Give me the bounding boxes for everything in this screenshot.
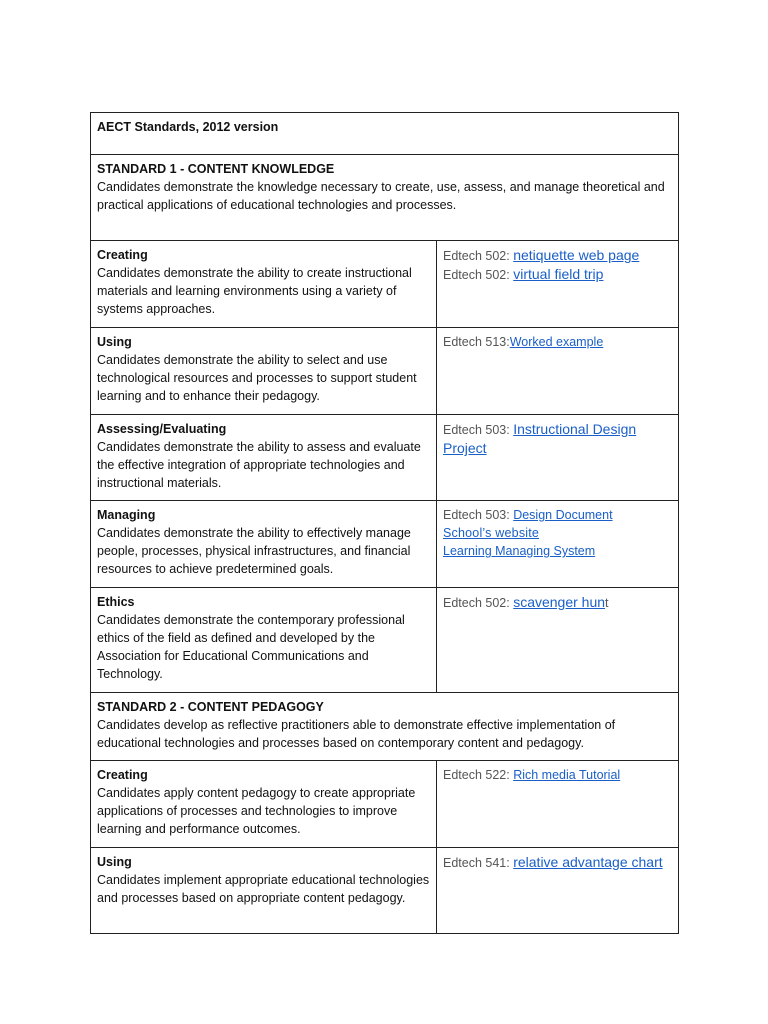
- standard-2-using-row: [91, 848, 679, 934]
- criterion-cell: [91, 415, 437, 501]
- standard-2-description: Candidates develop as reflective practitioners able to demonstrate effective implementation of educational technologies and processes based on contemporary content and pedagogy.: [97, 718, 616, 750]
- link-trailing-text: t: [605, 596, 609, 610]
- evidence-line: [443, 333, 672, 351]
- artifact-link-relative-advantage-chart[interactable]: relative advantage chart: [513, 854, 663, 870]
- criterion-description: Candidates apply content pedagogy to create appropriate applications of processes and technologies to improve learning and performance outcomes.: [97, 786, 416, 836]
- artifact-link-netiquette-web-page[interactable]: netiquette web page: [513, 247, 640, 263]
- criterion-cell: [91, 501, 437, 588]
- criterion-description: Candidates implement appropriate educational technologies and processes based on appropriate content pedagogy.: [97, 873, 430, 905]
- criterion-heading: Using: [97, 855, 132, 869]
- evidence-line: [443, 265, 672, 284]
- standard-1-ethics-row: [91, 588, 679, 693]
- criterion-heading: Using: [97, 335, 132, 349]
- artifact-link-schools-website[interactable]: School’s website: [443, 526, 540, 540]
- evidence-line: [443, 246, 672, 265]
- standard-2-cell: [91, 693, 679, 761]
- course-label: Edtech 502:: [443, 268, 514, 282]
- standard-1-description: Candidates demonstrate the knowledge necessary to create, use, assess, and manage theoretical and practical applications of educational technologies and processes.: [97, 180, 665, 212]
- criterion-description: Candidates demonstrate the ability to effectively manage people, processes, physical infrastructures, and financial resources to achieve predetermined goals.: [97, 526, 411, 576]
- course-label: Edtech 503:: [443, 423, 514, 437]
- course-label: Edtech 541:: [443, 856, 514, 870]
- course-label: Edtech 503:: [443, 508, 514, 522]
- title-row: [91, 113, 679, 155]
- standard-2-heading: STANDARD 2 - CONTENT PEDAGOGY: [97, 700, 324, 714]
- criterion-cell: [91, 848, 437, 934]
- criterion-heading: Ethics: [97, 595, 135, 609]
- criterion-cell: [91, 241, 437, 328]
- evidence-cell: [437, 241, 679, 328]
- criterion-description: Candidates demonstrate the ability to select and use technological resources and processes to support student learning and to enhance their pedagogy.: [97, 353, 417, 403]
- standard-1-heading: STANDARD 1 - CONTENT KNOWLEDGE: [97, 162, 335, 176]
- criterion-description: Candidates demonstrate the ability to create instructional materials and learning environments using a variety of systems approaches.: [97, 266, 412, 316]
- standards-table: [90, 112, 679, 934]
- artifact-link-virtual-field-trip[interactable]: virtual field trip: [513, 266, 604, 282]
- evidence-line: [443, 524, 672, 542]
- evidence-line: [443, 853, 672, 872]
- criterion-cell: [91, 328, 437, 415]
- course-label: Edtech 513:: [443, 335, 510, 349]
- course-label: Edtech 522:: [443, 768, 514, 782]
- evidence-line: [443, 506, 672, 524]
- criterion-cell: [91, 761, 437, 848]
- criterion-description: Candidates demonstrate the contemporary professional ethics of the field as defined and developed by the Association for Educational Communications and Technology.: [97, 613, 405, 681]
- artifact-link-learning-managing-system[interactable]: Learning Managing System: [443, 544, 596, 558]
- standard-1-cell: [91, 155, 679, 241]
- evidence-cell: [437, 415, 679, 501]
- standard-2-row: [91, 693, 679, 761]
- criterion-heading: Managing: [97, 508, 156, 522]
- evidence-cell: [437, 328, 679, 415]
- artifact-link-worked-example[interactable]: Worked example: [509, 335, 604, 349]
- standard-1-using-row: [91, 328, 679, 415]
- standard-1-managing-row: [91, 501, 679, 588]
- standard-1-assessing-row: [91, 415, 679, 501]
- standard-1-creating-row: [91, 241, 679, 328]
- artifact-link-design-document[interactable]: Design Document: [513, 508, 613, 522]
- criterion-heading: Creating: [97, 248, 148, 262]
- evidence-line: [443, 766, 672, 784]
- artifact-link-scavenger-hunt[interactable]: scavenger hun: [513, 594, 606, 610]
- standard-1-row: [91, 155, 679, 241]
- course-label: Edtech 502:: [443, 596, 514, 610]
- artifact-link-rich-media-tutorial[interactable]: Rich media Tutorial: [513, 768, 621, 782]
- evidence-cell: [437, 501, 679, 588]
- criterion-description: Candidates demonstrate the ability to assess and evaluate the effective integration of appropriate technologies and instructional materials.: [97, 440, 421, 490]
- document-title: AECT Standards, 2012 version: [91, 113, 679, 155]
- artifact-link-instructional-design-project[interactable]: Instructional Design Project: [443, 421, 637, 456]
- criterion-cell: [91, 588, 437, 693]
- evidence-line: [443, 420, 672, 458]
- standard-2-creating-row: [91, 761, 679, 848]
- evidence-cell: [437, 588, 679, 693]
- evidence-line: [443, 593, 672, 612]
- evidence-line: [443, 542, 672, 560]
- criterion-heading: Assessing/Evaluating: [97, 422, 227, 436]
- criterion-heading: Creating: [97, 768, 148, 782]
- evidence-cell: [437, 848, 679, 934]
- evidence-cell: [437, 761, 679, 848]
- course-label: Edtech 502:: [443, 249, 514, 263]
